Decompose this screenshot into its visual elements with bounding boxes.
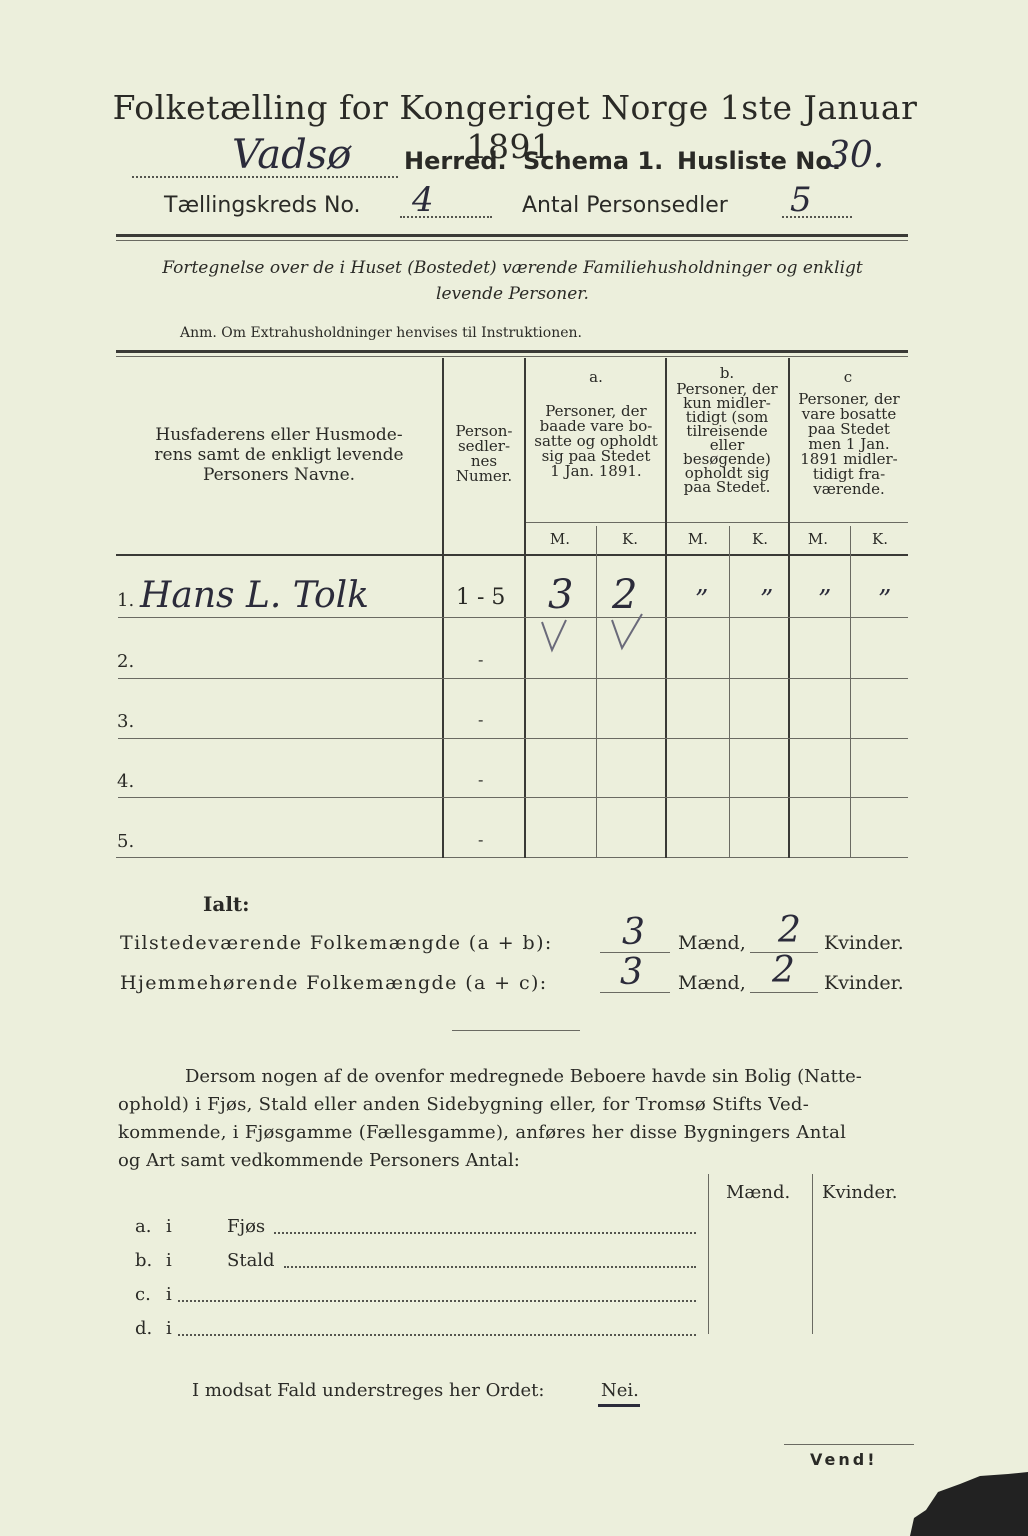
building-c-letter: c. [135,1284,151,1305]
header-a-col [526,404,666,479]
row-1-b-m: ” [695,585,709,615]
header-c-col [789,392,909,497]
row-3-sedler: - [478,710,484,729]
building-b-letter: b. [135,1250,153,1271]
buildings-col-kvinder: Kvinder. [822,1182,898,1203]
header-name-line: rens samt de enkligt levende [154,445,404,465]
title-rule-thin [116,240,908,241]
torn-corner [880,1470,1028,1536]
header-b-m: M. [687,530,709,548]
building-b-prep: i [166,1250,172,1271]
header-num-col [446,424,522,484]
personsedler-dotted-line [782,216,852,218]
total-line-1-maend: Mænd, [678,932,746,954]
schema-label: Schema 1. [523,147,664,175]
ialt-label: Ialt: [203,892,250,916]
total-line-2-maend: Mænd, [678,972,746,994]
row-1-c-m: ” [818,585,832,615]
row-4-sedler: - [478,770,484,789]
header-num-line: nes [470,452,498,470]
header-b-line: paa Stedet. [683,478,771,496]
header-b-line: besøgende) [683,450,771,468]
building-c-prep: i [166,1284,172,1305]
header-a-letter: a. [589,368,603,386]
row-2-line [118,678,908,679]
header-c-k: K. [872,530,888,548]
header-num-line: sedler- [457,437,511,455]
personsedler-label: Antal Personsedler [522,193,728,218]
header-a-line: baade vare bo- [539,417,653,435]
header-num-line: Person- [455,422,513,440]
header-name-line: Husfaderens eller Husmode- [155,425,403,445]
header-c-line: værende. [813,480,885,498]
header-b-k: K. [752,530,768,548]
total-line-1-k: 2 [778,910,801,951]
header-b-line: eller [709,436,745,454]
header-b-line: opholdt sig [684,464,770,482]
row-5-sedler: - [478,830,484,849]
herred-label: Herred. [404,147,507,175]
vend-rule [784,1444,914,1445]
header-c-letter: c [843,368,853,386]
header-num-line: Numer. [455,467,513,485]
row-1-name: Hans L. Tolk [140,575,369,616]
row-1-number: 1. [117,590,135,611]
subtitle-line-1: Fortegnelse over de i Huset (Bostedet) værende Familiehusholdninger og enkligt [162,258,863,278]
modsat-text: I modsat Fald understreges her Ordet: [192,1380,545,1401]
table-mk-top-rule [526,522,908,523]
vend-label: Vend! [810,1450,878,1469]
col-sep-c-mk [850,526,851,858]
header-c-m: M. [807,530,829,548]
header-b-line: kun midler- [683,394,771,412]
header-c-line: Personer, der [798,390,900,408]
header-a-line: sig paa Stedet [541,447,651,465]
row-1-c-k: ” [878,585,892,615]
header-a-k: K. [622,530,638,548]
header-b-line: Personer, der [676,380,778,398]
col-sep-b-mk [729,526,730,858]
total-line-2-k: 2 [772,950,795,991]
row-1-a-k: 2 [612,572,638,618]
row-2-sedler: - [478,650,484,669]
col-sep-1 [442,358,444,858]
building-d-prep: i [166,1318,172,1339]
header-name-col [120,425,438,485]
total-line-1-m: 3 [622,912,645,953]
personsedler-value: 5 [790,180,812,220]
header-c-line: 1891 midler- [800,450,898,468]
total-line-2-label: Hjemmehørende Folkemængde (a + c): [120,972,548,994]
building-c-dots [178,1300,696,1302]
buildings-col-sep-1 [708,1174,709,1334]
building-b-dots [284,1266,696,1268]
buildings-para-2: ophold) i Fjøs, Stald eller anden Sidebygning eller, for Tromsø Stifts Ved- [118,1094,810,1115]
check-mark-a-k [608,612,648,656]
nei-underline [598,1404,640,1407]
building-a-dots [274,1232,696,1234]
header-a-m: M. [549,530,571,548]
header-a-line: satte og opholdt [534,432,658,450]
building-d-letter: d. [135,1318,153,1339]
row-4-line [118,797,908,798]
row-1-a-m: 3 [548,572,574,618]
total-line-1-kvinder: Kvinder. [824,932,904,954]
header-c-line: tidigt fra- [812,465,886,483]
buildings-col-sep-2 [812,1174,813,1334]
subtitle-line-2: levende Personer. [436,284,589,304]
row-1-sedler: 1 - 5 [456,585,506,610]
table-top-rule-thin [116,356,908,357]
section-divider [452,1030,580,1031]
husliste-value: 30. [827,135,885,176]
kreds-dotted-line [400,216,492,218]
header-name-line: Personers Navne. [202,465,356,485]
row-4-number: 4. [117,771,135,792]
total-line-2-kvinder: Kvinder. [824,972,904,994]
header-a-line: 1 Jan. 1891. [550,462,642,480]
total-line-1-label: Tilstedeværende Folkemængde (a + b): [120,932,553,954]
buildings-col-maend: Mænd. [726,1182,791,1203]
header-b-col [666,382,788,494]
note: Anm. Om Extrahusholdninger henvises til Instruktionen. [180,325,582,341]
buildings-para-4: og Art samt vedkommende Personers Antal: [118,1150,520,1171]
herred-value: Vadsø [232,132,352,178]
title-rule-thick [116,234,908,237]
nei-word: Nei. [601,1380,639,1401]
building-a-label: Fjøs [227,1216,266,1237]
kreds-label: Tællingskreds No. [164,193,361,218]
header-b-letter: b. [719,364,735,382]
buildings-para-3: kommende, i Fjøsgamme (Fællesgamme), anføres her disse Bygningers Antal [118,1122,847,1143]
row-3-number: 3. [117,711,135,732]
row-1-b-k: ” [760,585,774,615]
header-c-line: vare bosatte [801,405,897,423]
building-d-dots [178,1334,696,1336]
row-3-line [118,738,908,739]
header-b-line: tidigt (som [685,408,769,426]
check-mark-a-m [538,616,572,656]
table-top-rule [116,350,908,353]
buildings-para-1: Dersom nogen af de ovenfor medregnede Beboere havde sin Bolig (Natte- [185,1066,862,1087]
total-line-2-k-underline [750,992,818,993]
row-5-number: 5. [117,831,135,852]
header-c-line: paa Stedet [808,420,890,438]
building-b-label: Stald [227,1250,275,1271]
header-c-line: men 1 Jan. [808,435,890,453]
total-line-2-m: 3 [620,952,643,993]
col-sep-a-mk [596,526,597,858]
form-title: Folketælling for Kongeriget Norge 1ste Januar 1891. [112,88,918,166]
header-a-line: Personer, der [545,402,647,420]
building-a-letter: a. [135,1216,152,1237]
building-a-prep: i [166,1216,172,1237]
row-2-number: 2. [117,651,135,672]
row-1-line [118,617,908,618]
kreds-value: 4 [412,180,434,220]
header-b-line: tilreisende [686,422,768,440]
husliste-label: Husliste No. [677,147,841,175]
